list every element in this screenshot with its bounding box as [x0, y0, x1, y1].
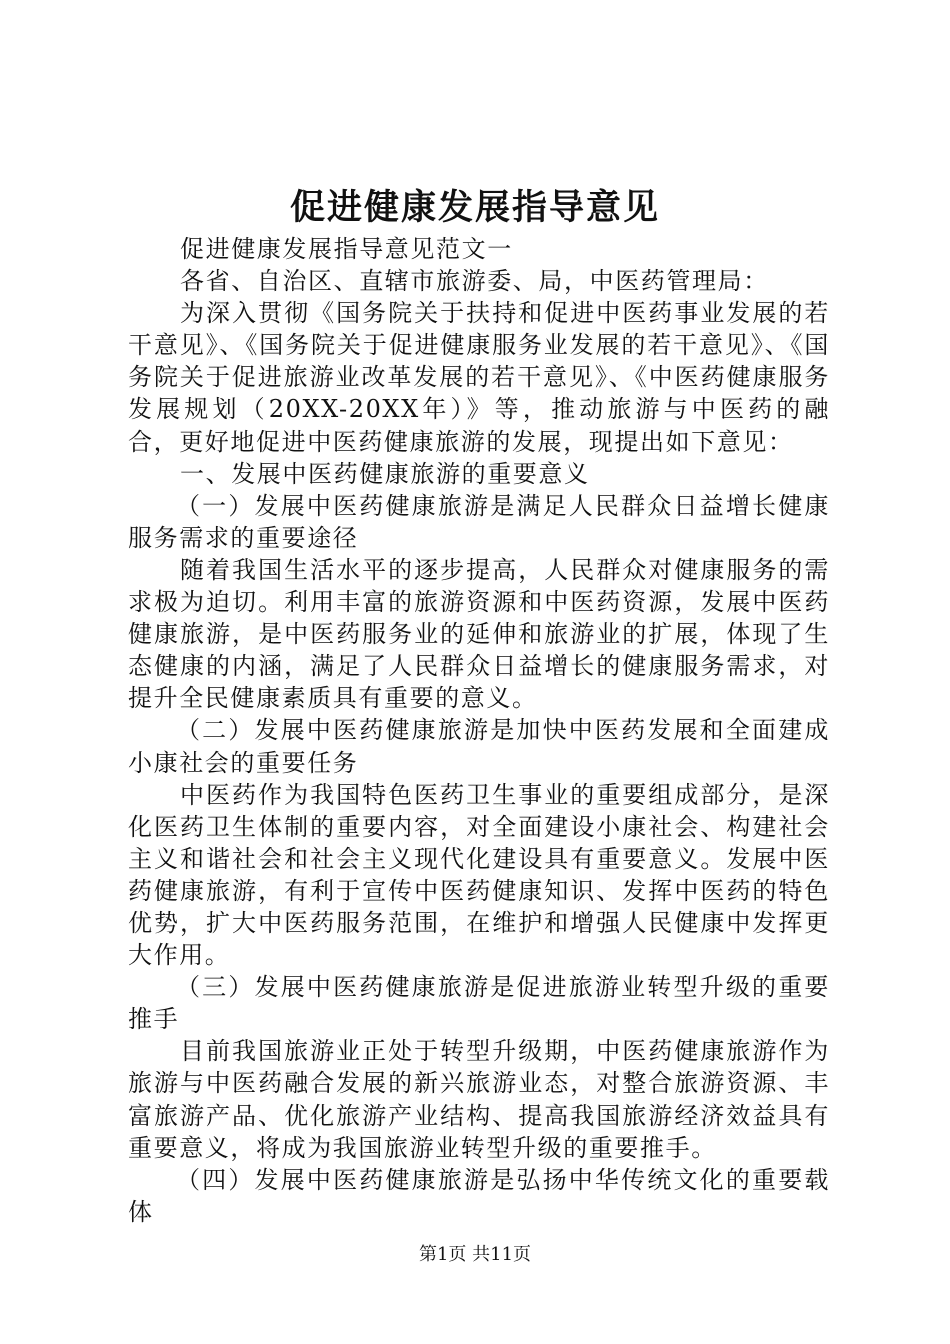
body-paragraph: 一、发展中医药健康旅游的重要意义 [180, 459, 590, 488]
body-paragraph: 中医药作为我国特色医药卫生事业的重要组成部分，是深化医药卫生体制的重要内容，对全面建设小康社会、构建社会主义和谐社会和社会主义现代化建设具有重要意义。发展中医药健康旅游，有利于宣传中医药健康知识、发挥中医药的特色优势，扩大中医药服务范围，在维护和增强人民健康中发挥更大作用。 [128, 780, 830, 970]
body-paragraph: 促进健康发展指导意见范文一 [180, 235, 513, 263]
body-paragraph: 各省、自治区、直辖市旅游委、局，中医药管理局： [180, 267, 769, 296]
body-paragraph: 目前我国旅游业正处于转型升级期，中医药健康旅游作为旅游与中医药融合发展的新兴旅游业态，对整合旅游资源、丰富旅游产品、优化旅游产业结构、提高我国旅游经济效益具有重要意义，将成为我国旅游业转型升级的重要推手。 [128, 1037, 830, 1162]
document-body [128, 233, 830, 1228]
page-footer: 第1页 共11页 [418, 1244, 532, 1265]
document-title: 促进健康发展指导意见 [289, 187, 660, 228]
body-paragraph: （一）发展中医药健康旅游是满足人民群众日益增长健康服务需求的重要途径 [128, 491, 830, 552]
body-paragraph: （三）发展中医药健康旅游是促进旅游业转型升级的重要推手 [128, 973, 830, 1034]
body-paragraph: 为深入贯彻《国务院关于扶持和促进中医药事业发展的若干意见》、《国务院关于促进健康服务业发展的若干意见》、《国务院关于促进旅游业改革发展的若干意见》、《中医药健康服务发展规划（20XX-20XX年）》等，推动旅游与中医药的融合，更好地促进中医药健康旅游的发展，现提出如下意见： [128, 299, 830, 456]
body-paragraph: （二）发展中医药健康旅游是加快中医药发展和全面建成小康社会的重要任务 [128, 716, 830, 777]
body-paragraph: （四）发展中医药健康旅游是弘扬中华传统文化的重要载体 [128, 1165, 830, 1226]
body-paragraph: 随着我国生活水平的逐步提高，人民群众对健康服务的需求极为迫切。利用丰富的旅游资源和中医药资源，发展中医药健康旅游，是中医药服务业的延伸和旅游业的扩展，体现了生态健康的内涵，满足了人民群众日益增长的健康服务需求，对提升全民健康素质具有重要的意义。 [128, 555, 830, 713]
